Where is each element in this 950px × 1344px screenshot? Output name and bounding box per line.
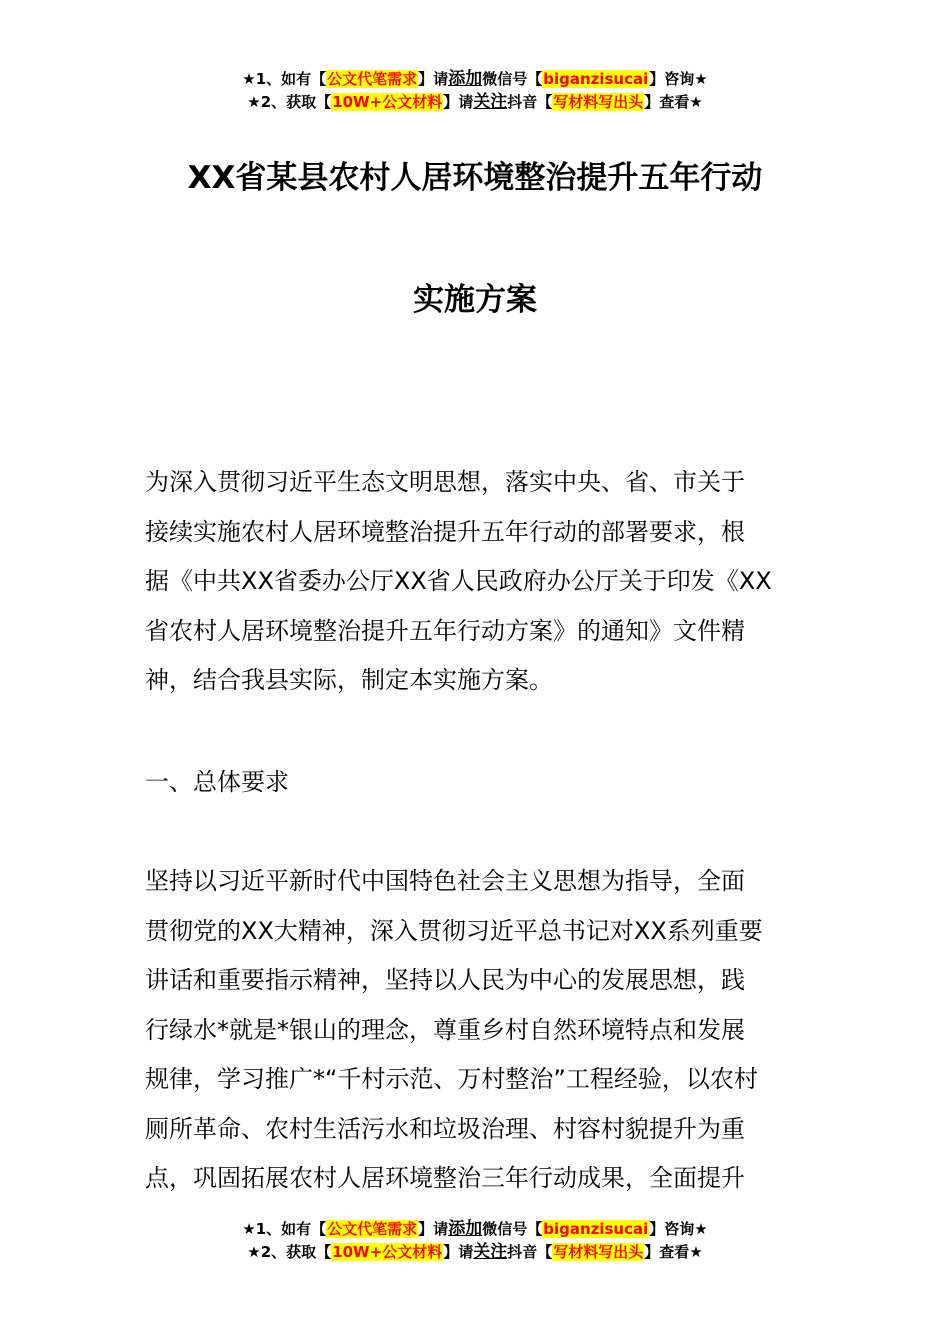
- banner-highlight: 公文代笔需求: [327, 70, 418, 88]
- banner-highlight: 写材料写出头: [553, 1243, 644, 1261]
- banner-text: ★1、如有【: [242, 1220, 327, 1238]
- banner-text: 】请: [443, 1243, 474, 1261]
- paragraph-line: 点，巩固拓展农村人居环境整治三年行动成果，全面提升: [145, 1164, 745, 1192]
- banner-text: ★2、获取【: [247, 1243, 332, 1261]
- banner-highlight: 10W+公文材料: [332, 93, 443, 111]
- banner-text: 抖音【: [507, 93, 553, 111]
- paragraph-line: 据《中共XX省委办公厅XX省人民政府办公厅关于印发《XX: [145, 567, 772, 595]
- paragraph-line: 接续实施农村人居环境整治提升五年行动的部署要求，根: [145, 517, 745, 546]
- banner-underline-text: 添加: [448, 1219, 483, 1239]
- banner-text: 】咨询★: [649, 70, 708, 88]
- banner-highlight: biganzisucai: [543, 70, 649, 88]
- paragraph-line: 省农村人居环境整治提升五年行动方案》的通知》文件精: [145, 616, 745, 645]
- banner-text: 】请: [418, 1220, 449, 1238]
- paragraph-line: 讲话和重要指示精神，坚持以人民为中心的发展思想，践: [145, 966, 745, 994]
- banner-underline-text: 关注: [473, 1242, 508, 1262]
- banner-text: ★2、获取【: [247, 93, 332, 111]
- banner-text: 】请: [418, 70, 449, 88]
- section-heading: 一、总体要求: [145, 768, 289, 796]
- header-banner: [0, 68, 950, 114]
- banner-underline-text: 关注: [473, 92, 508, 112]
- banner-text: 】咨询★: [649, 1220, 708, 1238]
- paragraph-line: 贯彻党的XX大精神，深入贯彻习近平总书记对XX系列重要: [145, 916, 763, 945]
- banner-text: 抖音【: [507, 1243, 553, 1261]
- banner-line-2: [0, 1241, 950, 1264]
- banner-highlight: 公文代笔需求: [327, 1220, 418, 1238]
- paragraph-line: 坚持以习近平新时代中国特色社会主义思想为指导，全面: [145, 867, 745, 895]
- banner-text: 】查看★: [644, 93, 703, 111]
- banner-line-1: [0, 68, 950, 91]
- document-title-line-2: 实施方案: [413, 282, 537, 318]
- banner-highlight: biganzisucai: [543, 1220, 649, 1238]
- intro-paragraph: [145, 458, 810, 706]
- banner-line-2: [0, 91, 950, 114]
- banner-highlight: 写材料写出头: [553, 93, 644, 111]
- banner-text: 】请: [443, 93, 474, 111]
- banner-text: 微信号【: [482, 1220, 543, 1238]
- banner-text: ★1、如有【: [242, 70, 327, 88]
- banner-text: 微信号【: [482, 70, 543, 88]
- banner-underline-text: 添加: [448, 69, 483, 89]
- paragraph-line: 为深入贯彻习近平生态文明思想，落实中央、省、市关于: [145, 468, 745, 496]
- paragraph-line: 行绿水*就是*银山的理念，尊重乡村自然环境特点和发展: [145, 1015, 745, 1044]
- document-title-line-1: XX省某县农村人居环境整治提升五年行动: [187, 160, 763, 196]
- paragraph-line: 厕所革命、农村生活污水和垃圾治理、村容村貌提升为重: [145, 1114, 745, 1143]
- paragraph-line: 神，结合我县实际，制定本实施方案。: [145, 666, 553, 694]
- banner-text: 】查看★: [644, 1243, 703, 1261]
- banner-highlight: 10W+公文材料: [332, 1243, 443, 1261]
- footer-banner: [0, 1218, 950, 1264]
- banner-line-1: [0, 1218, 950, 1241]
- paragraph-line: 规律，学习推广*“千村示范、万村整治”工程经验，以农村: [145, 1065, 758, 1093]
- section-paragraph: [145, 857, 810, 1204]
